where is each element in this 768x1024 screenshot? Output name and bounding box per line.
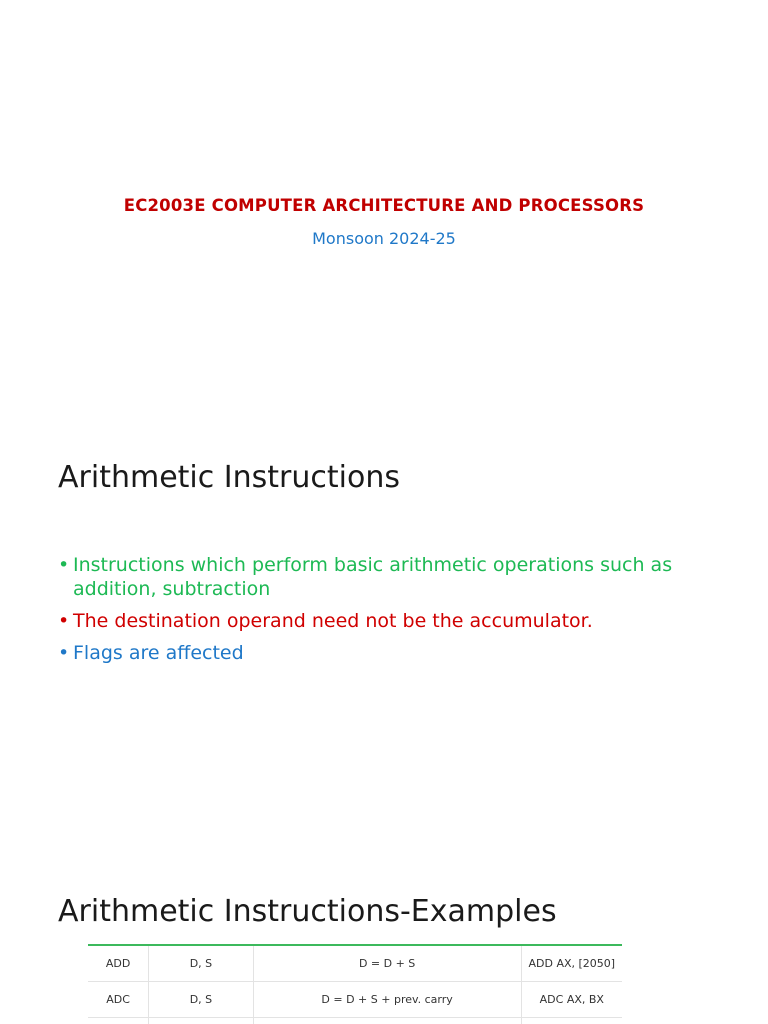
table-cell-operands: D, S xyxy=(149,981,253,1017)
title-slide xyxy=(0,0,768,432)
bullet-text: The destination operand need not be the accumulator. xyxy=(73,610,593,632)
bullet-item xyxy=(58,641,708,665)
bullet-dot: • xyxy=(58,610,70,632)
table-cell-mnemonic xyxy=(88,1017,149,1024)
slide-heading: Arithmetic Instructions-Examples xyxy=(58,894,557,929)
table-row xyxy=(88,945,622,981)
table-row xyxy=(88,1017,622,1024)
table-cell-example: ADC AX, BX xyxy=(521,981,622,1017)
bullet-list xyxy=(58,553,708,673)
table-cell-example xyxy=(521,1017,622,1024)
arithmetic-slide xyxy=(0,432,768,864)
course-subtitle: Monsoon 2024-25 xyxy=(312,229,456,248)
table-cell-operation: D = D + S xyxy=(253,945,521,981)
table-cell-example: ADD AX, [2050] xyxy=(521,945,622,981)
table-cell-operands: D, S xyxy=(149,945,253,981)
table-cell-operation xyxy=(253,1017,521,1024)
bullet-item xyxy=(58,609,708,633)
course-title: EC2003E COMPUTER ARCHITECTURE AND PROCESSORS xyxy=(123,196,645,215)
bullet-dot: • xyxy=(58,642,70,664)
table-cell-mnemonic: ADC xyxy=(88,981,149,1017)
bullet-text: Flags are affected xyxy=(73,642,244,664)
table-cell-operands xyxy=(149,1017,253,1024)
table-cell-operation: D = D + S + prev. carry xyxy=(253,981,521,1017)
examples-slide xyxy=(0,864,768,1024)
bullet-text: Instructions which perform basic arithmetic operations such as addition, subtraction xyxy=(73,554,673,600)
table-row xyxy=(88,981,622,1017)
slide-heading: Arithmetic Instructions xyxy=(58,460,400,495)
table-cell-mnemonic: ADD xyxy=(88,945,149,981)
bullet-dot: • xyxy=(58,554,70,576)
bullet-item xyxy=(58,553,708,601)
examples-table xyxy=(88,944,622,1024)
